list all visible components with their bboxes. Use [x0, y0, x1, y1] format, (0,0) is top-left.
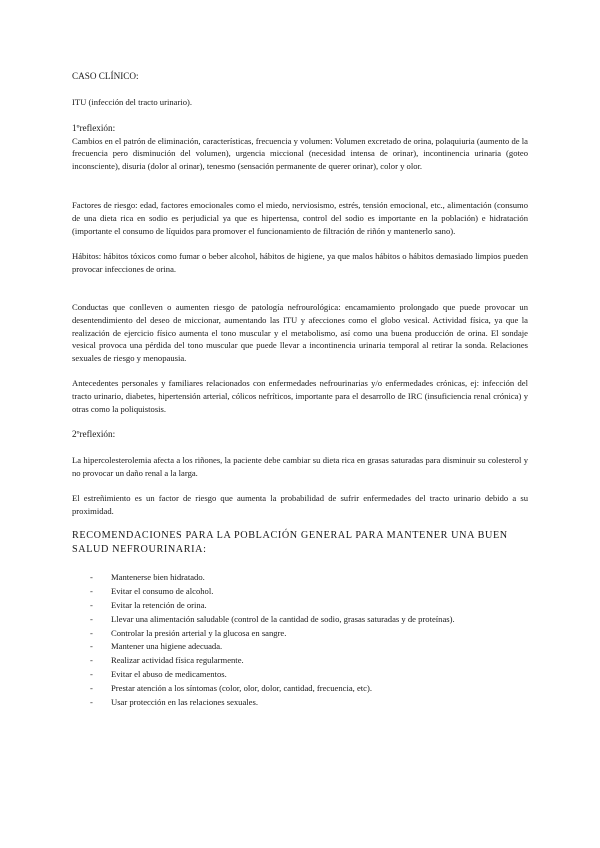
risk-factors-paragraph: Factores de riesgo: edad, factores emocionales como el miedo, nerviosismo, estrés, tensión emocional, etc., alimentación (consumo de una dieta rica en sodio es perjudicial ya que es hipertensa, control del sodio es importante en la población) e hidratación (importante el consumo de líquidos para promover el funcionamiento de filtración de riñón y mantenerlo sano). [72, 200, 528, 236]
history-paragraph: Antecedentes personales y familiares relacionados con enfermedades nefrourinarias y/o enfermedades crónicas, ej: infección del tracto urinario, diabetes, hipertensión arterial, cólicos nefríticos, importante para el desarrollo de IRC (insuficiencia renal crónica) y otras como la poliquistosis. [72, 378, 528, 414]
bullet-dash: - [90, 696, 93, 707]
list-item [72, 640, 528, 654]
bullet-dash: - [90, 586, 93, 597]
list-item-text: Realizar actividad física regularmente. [111, 655, 244, 666]
list-item-text: Controlar la presión arterial y la glucosa en sangre. [111, 627, 287, 638]
bullet-dash: - [90, 669, 93, 680]
document-page [72, 70, 528, 709]
list-item [72, 585, 528, 599]
behaviors-paragraph: Conductas que conlleven o aumenten riesgo de patología nefrourológica: encamamiento prolongado que puede provocar un desentendimiento del deseo de miccionar, aumentando las ITU y afecciones como el globo vesical. Actividad física, ya que la realización de ejercicio físico aumenta el tono muscular y el metabolismo, así como una buena producción de orina. El sondaje vesical provoca una pérdida del tono muscular que puede llevar a incontinencia urinaria temporal al retirar la sonda. Relaciones sexuales de riesgo y menopausia. [72, 302, 528, 363]
list-item-text: Prestar atención a los síntomas (color, olor, dolor, cantidad, frecuencia, etc). [111, 682, 372, 693]
bullet-dash: - [90, 600, 93, 611]
list-item-text: Mantenerse bien hidratado. [111, 572, 205, 583]
elimination-changes-paragraph: Cambios en el patrón de eliminación, características, frecuencia y volumen: Volumen excretado de orina, polaquiuria (aumento de la frecuencia pero disminución del volumen), urgencia miccional (necesidad intensa de orinar), incontinencia urinaria (goteo inconsciente), disuria (dolor al orinar), tenesmo (sensación permanente de querer orinar), color y olor. [72, 135, 528, 171]
list-item [72, 613, 528, 627]
bullet-dash: - [90, 682, 93, 693]
cholesterol-paragraph: La hipercolesterolemia afecta a los riñones, la paciente debe cambiar su dieta rica en grasas saturadas para disminuir su colesterol y no provocar un daño renal a la larga. [72, 455, 528, 478]
recommendations-title: RECOMENDACIONES PARA LA POBLACIÓN GENERAL PARA MANTENER UNA BUEN SALUD NEFROURINARIA: [72, 530, 508, 556]
list-item-text: Llevar una alimentación saludable (control de la cantidad de sodio, grasas saturadas y de proteínas). [111, 613, 455, 624]
list-item-text: Evitar el consumo de alcohol. [111, 586, 214, 597]
list-item-text: Evitar la retención de orina. [111, 600, 207, 611]
diagnosis-line: ITU (infección del tracto urinario). [72, 97, 193, 107]
bullet-dash: - [90, 655, 93, 666]
bullet-dash: - [90, 627, 93, 638]
bullet-dash: - [90, 613, 93, 624]
list-item [72, 682, 528, 696]
list-item-text: Evitar el abuso de medicamentos. [111, 669, 227, 680]
constipation-paragraph: El estreñimiento es un factor de riesgo que aumenta la probabilidad de sufrir enfermedades del tracto urinario debido a su proximidad. [72, 493, 528, 516]
list-item [72, 571, 528, 585]
list-item-text: Mantener una higiene adecuada. [111, 641, 223, 652]
recommendations-list [72, 571, 528, 709]
reflection-1-title: 1ºreflexión: [72, 122, 116, 133]
list-item [72, 599, 528, 613]
list-item [72, 668, 528, 682]
list-item [72, 627, 528, 641]
list-item [72, 696, 528, 710]
list-item [72, 654, 528, 668]
bullet-dash: - [90, 641, 93, 652]
list-item-text: Usar protección en las relaciones sexuales. [111, 696, 258, 707]
bullet-dash: - [90, 572, 93, 583]
reflection-2-title: 2ºreflexión: [72, 429, 116, 440]
case-title: CASO CLÍNICO: [72, 71, 139, 81]
habits-paragraph: Hábitos: hábitos tóxicos como fumar o beber alcohol, hábitos de higiene, ya que malos hábitos o hábitos demasiado limpios pueden provocar infecciones de orina. [72, 251, 528, 274]
